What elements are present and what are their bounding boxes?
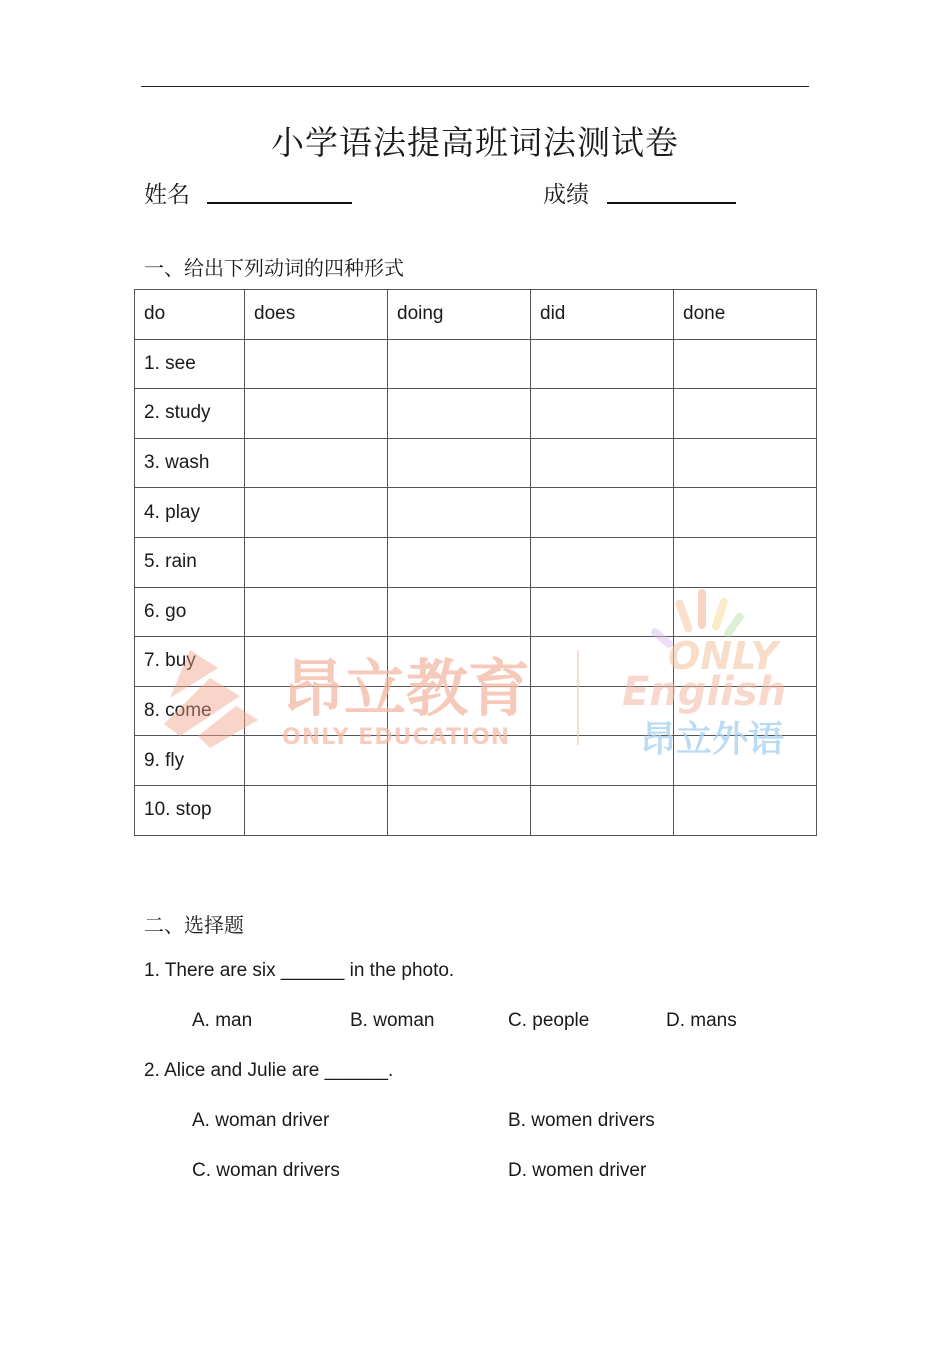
answer-cell[interactable] — [531, 686, 674, 736]
verb-cell: 9. fly — [135, 736, 245, 786]
table-row — [135, 637, 817, 687]
column-header: done — [674, 290, 817, 340]
column-header: does — [245, 290, 388, 340]
answer-cell[interactable] — [388, 686, 531, 736]
answer-cell[interactable] — [674, 785, 817, 835]
q1-option-b[interactable]: B. woman — [350, 1010, 435, 1031]
page-title: 小学语法提高班词法测试卷 — [271, 123, 679, 162]
answer-cell[interactable] — [245, 488, 388, 538]
answer-cell[interactable] — [245, 339, 388, 389]
answer-cell[interactable] — [531, 488, 674, 538]
answer-cell[interactable] — [531, 438, 674, 488]
table-row — [135, 587, 817, 637]
q2-option-b[interactable]: B. women drivers — [508, 1110, 655, 1131]
table-row — [135, 785, 817, 835]
answer-cell[interactable] — [674, 686, 817, 736]
answer-cell[interactable] — [531, 736, 674, 786]
section2-title: 二、选择题 — [144, 913, 244, 937]
q2-option-a[interactable]: A. woman driver — [192, 1110, 330, 1131]
score-label: 成绩 — [543, 182, 589, 208]
q1-option-c[interactable]: C. people — [508, 1010, 590, 1031]
answer-cell[interactable] — [245, 537, 388, 587]
header-rule — [141, 86, 809, 87]
verb-cell: 8. come — [135, 686, 245, 736]
name-blank[interactable] — [207, 202, 352, 204]
answer-cell[interactable] — [388, 438, 531, 488]
table-row — [135, 537, 817, 587]
name-label: 姓名 — [144, 182, 190, 208]
answer-cell[interactable] — [388, 537, 531, 587]
q1-option-d[interactable]: D. mans — [666, 1010, 737, 1031]
table-header-row — [135, 290, 817, 340]
verb-cell: 3. wash — [135, 438, 245, 488]
answer-cell[interactable] — [388, 785, 531, 835]
answer-cell[interactable] — [531, 537, 674, 587]
verb-cell: 7. buy — [135, 637, 245, 687]
watermark-left-cn: 昂立教育 — [282, 652, 531, 725]
question-2-stem: 2. Alice and Julie are ______. — [144, 1060, 394, 1081]
answer-cell[interactable] — [531, 785, 674, 835]
verb-cell: 10. stop — [135, 785, 245, 835]
section1-title: 一、给出下列动词的四种形式 — [144, 256, 404, 280]
table-row — [135, 488, 817, 538]
answer-cell[interactable] — [531, 637, 674, 687]
answer-cell[interactable] — [674, 587, 817, 637]
answer-cell[interactable] — [388, 587, 531, 637]
q2-option-c[interactable]: C. woman drivers — [192, 1160, 340, 1181]
answer-cell[interactable] — [531, 587, 674, 637]
verb-cell: 5. rain — [135, 537, 245, 587]
answer-cell[interactable] — [388, 488, 531, 538]
answer-cell[interactable] — [674, 389, 817, 439]
answer-cell[interactable] — [531, 339, 674, 389]
score-blank[interactable] — [607, 202, 736, 204]
answer-cell[interactable] — [245, 637, 388, 687]
table-row — [135, 339, 817, 389]
answer-cell[interactable] — [674, 736, 817, 786]
answer-cell[interactable] — [245, 438, 388, 488]
watermark-right-en2: English — [622, 669, 787, 715]
verb-cell: 2. study — [135, 389, 245, 439]
watermark-right-en1: ONLY — [668, 634, 778, 678]
question-1-stem: 1. There are six ______ in the photo. — [144, 960, 455, 981]
table-row — [135, 736, 817, 786]
verb-cell: 1. see — [135, 339, 245, 389]
q2-option-d[interactable]: D. women driver — [508, 1160, 647, 1181]
verb-cell: 6. go — [135, 587, 245, 637]
answer-cell[interactable] — [531, 389, 674, 439]
answer-cell[interactable] — [674, 637, 817, 687]
column-header: do — [135, 290, 245, 340]
table-row — [135, 389, 817, 439]
table-row — [135, 686, 817, 736]
answer-cell[interactable] — [245, 587, 388, 637]
answer-cell[interactable] — [245, 686, 388, 736]
verb-forms-table — [134, 289, 817, 836]
column-header: doing — [388, 290, 531, 340]
answer-cell[interactable] — [388, 637, 531, 687]
table-row — [135, 438, 817, 488]
answer-cell[interactable] — [674, 339, 817, 389]
answer-cell[interactable] — [674, 438, 817, 488]
column-header: did — [531, 290, 674, 340]
answer-cell[interactable] — [674, 537, 817, 587]
watermark-left-en: ONLY EDUCATION — [282, 725, 511, 750]
answer-cell[interactable] — [388, 389, 531, 439]
answer-cell[interactable] — [245, 785, 388, 835]
q1-option-a[interactable]: A. man — [192, 1010, 253, 1031]
answer-cell[interactable] — [674, 488, 817, 538]
watermark-right-cn: 昂立外语 — [640, 719, 785, 760]
answer-cell[interactable] — [388, 339, 531, 389]
answer-cell[interactable] — [388, 736, 531, 786]
answer-cell[interactable] — [245, 736, 388, 786]
answer-cell[interactable] — [245, 389, 388, 439]
verb-cell: 4. play — [135, 488, 245, 538]
